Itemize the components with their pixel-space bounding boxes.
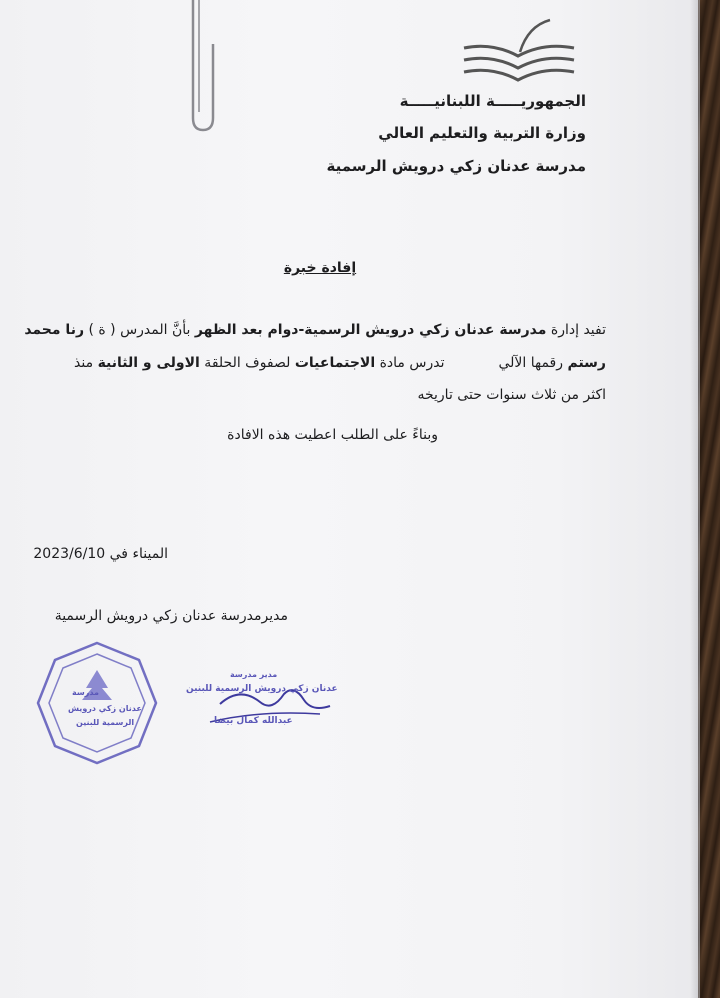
subject-name: الاجتماعيات [294, 355, 376, 371]
body-text: رقمها الآلي [498, 355, 568, 371]
round-seal-stamp [34, 640, 160, 766]
seal-text: مدرسة [72, 688, 99, 697]
ministry-book-logo-icon [458, 16, 578, 86]
date-line: الميناء في 2023/6/10 [33, 546, 168, 562]
body-line-3: اكثر من ثلاث سنوات حتى تاريخه [417, 387, 606, 403]
body-text: تفيد إدارة [546, 322, 606, 338]
body-line-1 [24, 322, 606, 338]
header-school: مدرسة عدنان زكي درويش الرسمية [326, 157, 586, 175]
header-ministry: وزارة التربية والتعليم العالي [378, 124, 586, 142]
school-shift-name: مدرسة عدنان زكي درويش الرسمية-دوام بعد الظهر [194, 322, 547, 338]
paperclip-icon [183, 0, 219, 134]
stamp-text: عبدالله كمال بيضا [214, 716, 293, 726]
stamp-text: مدير مدرسة [230, 670, 278, 679]
seal-text: عدنان زكي درويش [68, 704, 142, 713]
body-text: لصفوف الحلقة [199, 355, 295, 371]
body-line-4: وبناءً على الطلب اعطيت هذه الافادة [227, 427, 438, 443]
stamp-text: عدنان زكي درويش الرسمية للبنين [186, 684, 338, 694]
paper-edge [690, 0, 700, 998]
body-text: بأنَّ المدرس ( ة ) [84, 322, 195, 338]
header-republic: الجمهوريـــــة اللبنانيـــــة [399, 92, 586, 110]
signatory-title: مديرمدرسة عدنان زكي درويش الرسمية [54, 608, 288, 624]
seal-text: الرسمية للبنين [76, 718, 135, 727]
cycles: الاولى و الثانية [97, 355, 200, 371]
body-text: منذ [74, 355, 98, 371]
body-line-2 [74, 355, 606, 371]
teacher-name: رنا محمد [24, 322, 85, 338]
body-text: تدرس مادة [375, 355, 445, 371]
document-title: إفادة خبرة [283, 260, 357, 276]
teacher-surname: رستم [567, 355, 606, 371]
